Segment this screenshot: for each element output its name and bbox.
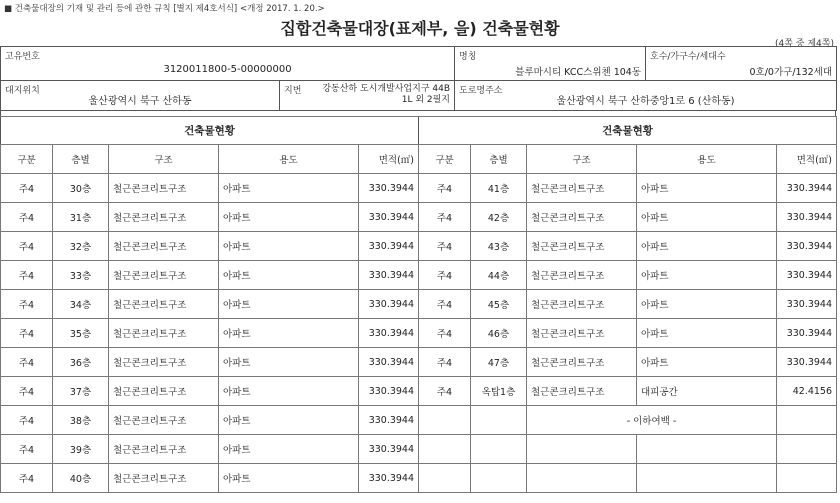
page-indicator: (4쪽 중 제4쪽) — [775, 39, 834, 49]
row-area: 330.3944 — [359, 290, 419, 319]
unique-number-label: 고유번호 — [5, 52, 40, 62]
col-structure-header: 구조 — [109, 145, 219, 174]
row-floor: 옥탑1층 — [471, 377, 527, 406]
empty-cell — [419, 435, 471, 464]
site-location-value: 울산광역시 북구 산하동 — [88, 96, 192, 107]
units-value: 0호/0가구/132세대 — [749, 67, 833, 78]
row-structure: 철근콘크리트구조 — [527, 232, 637, 261]
row-type: 주4 — [419, 348, 471, 377]
document-title: 집합건축물대장(표제부, 을) 건축물현황 — [280, 19, 560, 38]
building-name-label: 명칭 — [459, 52, 477, 62]
col-structure-header: 구조 — [527, 145, 637, 174]
row-area: 330.3944 — [777, 203, 837, 232]
row-use: 아파트 — [219, 174, 359, 203]
row-use: 아파트 — [637, 290, 777, 319]
table-row — [1, 377, 419, 406]
row-type: 주4 — [419, 290, 471, 319]
col-use-header: 용도 — [219, 145, 359, 174]
row-floor: 35층 — [53, 319, 109, 348]
row-floor: 42층 — [471, 203, 527, 232]
row-type: 주4 — [419, 377, 471, 406]
empty-row — [419, 406, 837, 435]
row-structure: 철근콘크리트구조 — [527, 261, 637, 290]
row-use: 대피공간 — [637, 377, 777, 406]
col-use-header: 용도 — [637, 145, 777, 174]
row-floor: 47층 — [471, 348, 527, 377]
row-type: 주4 — [1, 377, 53, 406]
road-address-cell — [455, 81, 837, 111]
lot-number-cell — [280, 81, 455, 111]
unique-number-value: 3120011800-5-00000000 — [163, 64, 292, 75]
row-structure: 철근콘크리트구조 — [109, 464, 219, 493]
row-area: 330.3944 — [359, 203, 419, 232]
row-type: 주4 — [1, 203, 53, 232]
col-floor-header: 층별 — [53, 145, 109, 174]
empty-cell — [777, 435, 837, 464]
row-type: 주4 — [1, 464, 53, 493]
row-type: 주4 — [419, 232, 471, 261]
lot-number-value — [322, 84, 450, 106]
row-type: 주4 — [1, 406, 53, 435]
table-row — [1, 348, 419, 377]
row-area: 330.3944 — [777, 319, 837, 348]
row-floor: 45층 — [471, 290, 527, 319]
row-area: 330.3944 — [359, 377, 419, 406]
row-structure: 철근콘크리트구조 — [527, 203, 637, 232]
table-row — [419, 290, 837, 319]
table-row — [419, 203, 837, 232]
row-floor: 39층 — [53, 435, 109, 464]
empty-cell — [419, 464, 471, 493]
row-area: 330.3944 — [359, 261, 419, 290]
row-area: 330.3944 — [359, 319, 419, 348]
table-row — [419, 232, 837, 261]
row-use: 아파트 — [637, 174, 777, 203]
row-structure: 철근콘크리트구조 — [527, 290, 637, 319]
row-floor: 44층 — [471, 261, 527, 290]
row-type: 주4 — [1, 435, 53, 464]
table-row — [1, 319, 419, 348]
row-area: 330.3944 — [359, 406, 419, 435]
building-status-table-left — [0, 116, 419, 493]
row-type: 주4 — [1, 261, 53, 290]
table-row — [419, 348, 837, 377]
row-area: 330.3944 — [359, 174, 419, 203]
row-area: 330.3944 — [777, 261, 837, 290]
col-type-header: 구분 — [419, 145, 471, 174]
table-row — [1, 464, 419, 493]
table-row — [1, 435, 419, 464]
empty-cell — [471, 464, 527, 493]
site-location-cell — [1, 81, 280, 111]
row-type: 주4 — [1, 348, 53, 377]
row-use: 아파트 — [219, 290, 359, 319]
col-type-header: 구분 — [1, 145, 53, 174]
row-structure: 철근콘크리트구조 — [109, 261, 219, 290]
row-type: 주4 — [419, 174, 471, 203]
row-floor: 41층 — [471, 174, 527, 203]
lot-number-line2: 1L 외 2필지 — [401, 95, 451, 105]
row-type: 주4 — [419, 319, 471, 348]
row-use: 아파트 — [219, 319, 359, 348]
col-area-header: 면적(㎡) — [359, 145, 419, 174]
row-type: 주4 — [1, 174, 53, 203]
empty-cell — [419, 406, 471, 435]
row-type: 주4 — [1, 319, 53, 348]
row-use: 아파트 — [219, 377, 359, 406]
lot-number-line1: 강동산하 도시개발사업지구 44B — [322, 84, 451, 94]
row-structure: 철근콘크리트구조 — [527, 174, 637, 203]
row-area: 330.3944 — [359, 464, 419, 493]
row-floor: 36층 — [53, 348, 109, 377]
row-area: 330.3944 — [359, 348, 419, 377]
col-floor-header: 층별 — [471, 145, 527, 174]
row-use: 아파트 — [637, 203, 777, 232]
row-area: 330.3944 — [777, 174, 837, 203]
blank-remainder-note: - 이하여백 - — [527, 406, 777, 435]
empty-cell — [777, 464, 837, 493]
header-info-table — [0, 46, 837, 111]
row-type: 주4 — [1, 232, 53, 261]
row-use: 아파트 — [219, 348, 359, 377]
row-use: 아파트 — [219, 203, 359, 232]
section-title-left: 건축물현황 — [1, 117, 419, 145]
row-use: 아파트 — [637, 348, 777, 377]
row-structure: 철근콘크리트구조 — [109, 348, 219, 377]
row-area: 330.3944 — [777, 232, 837, 261]
table-row — [419, 174, 837, 203]
law-reference-note: ■ 건축물대장의 기재 및 관리 등에 관한 규칙 [별지 제4호서식] <개정 2017. 1. 20.> — [4, 4, 325, 14]
units-label: 호수/가구수/세대수 — [650, 52, 726, 62]
empty-cell — [471, 406, 527, 435]
row-structure: 철근콘크리트구조 — [109, 319, 219, 348]
building-name-cell — [455, 47, 646, 81]
row-type: 주4 — [419, 261, 471, 290]
empty-cell — [471, 435, 527, 464]
table-row — [1, 174, 419, 203]
row-structure: 철근콘크리트구조 — [527, 377, 637, 406]
table-row — [1, 203, 419, 232]
row-structure: 철근콘크리트구조 — [109, 377, 219, 406]
row-structure: 철근콘크리트구조 — [109, 232, 219, 261]
row-structure: 철근콘크리트구조 — [527, 319, 637, 348]
row-structure: 철근콘크리트구조 — [109, 435, 219, 464]
row-floor: 40층 — [53, 464, 109, 493]
col-area-header: 면적(㎡) — [777, 145, 837, 174]
empty-cell — [527, 464, 637, 493]
row-type: 주4 — [419, 203, 471, 232]
units-cell — [646, 47, 837, 81]
row-use: 아파트 — [219, 464, 359, 493]
table-row — [419, 319, 837, 348]
row-area: 330.3944 — [359, 232, 419, 261]
building-status-table-right — [418, 116, 837, 493]
row-floor: 34층 — [53, 290, 109, 319]
road-address-label: 도로명주소 — [459, 86, 503, 96]
row-floor: 37층 — [53, 377, 109, 406]
column-header-row — [419, 145, 837, 174]
table-row — [419, 377, 837, 406]
empty-cell — [777, 406, 837, 435]
column-header-row — [1, 145, 419, 174]
row-floor: 32층 — [53, 232, 109, 261]
row-use: 아파트 — [637, 232, 777, 261]
row-use: 아파트 — [219, 435, 359, 464]
row-use: 아파트 — [637, 261, 777, 290]
empty-row — [419, 435, 837, 464]
site-location-label: 대지위치 — [5, 86, 40, 96]
row-floor: 38층 — [53, 406, 109, 435]
row-type: 주4 — [1, 290, 53, 319]
row-use: 아파트 — [637, 319, 777, 348]
row-area: 42.4156 — [777, 377, 837, 406]
row-floor: 31층 — [53, 203, 109, 232]
row-structure: 철근콘크리트구조 — [109, 406, 219, 435]
table-row — [1, 232, 419, 261]
empty-row — [419, 464, 837, 493]
unique-number-cell — [1, 47, 455, 81]
row-area: 330.3944 — [359, 435, 419, 464]
building-name-value: 블루마시티 KCC스위첸 104동 — [515, 67, 642, 78]
row-area: 330.3944 — [777, 348, 837, 377]
row-area: 330.3944 — [777, 290, 837, 319]
row-floor: 30층 — [53, 174, 109, 203]
row-structure: 철근콘크리트구조 — [109, 174, 219, 203]
row-structure: 철근콘크리트구조 — [527, 348, 637, 377]
table-row — [1, 261, 419, 290]
lot-number-label: 지번 — [284, 86, 302, 96]
road-address-value: 울산광역시 북구 산하중앙1로 6 (산하동) — [556, 96, 735, 107]
table-row — [1, 290, 419, 319]
table-row — [419, 261, 837, 290]
row-floor: 33층 — [53, 261, 109, 290]
empty-cell — [637, 464, 777, 493]
empty-cell — [527, 435, 637, 464]
row-structure: 철근콘크리트구조 — [109, 203, 219, 232]
row-structure: 철근콘크리트구조 — [109, 290, 219, 319]
row-use: 아파트 — [219, 232, 359, 261]
empty-cell — [637, 435, 777, 464]
section-title-right: 건축물현황 — [419, 117, 837, 145]
row-floor: 46층 — [471, 319, 527, 348]
table-row — [1, 406, 419, 435]
row-use: 아파트 — [219, 261, 359, 290]
row-use: 아파트 — [219, 406, 359, 435]
row-floor: 43층 — [471, 232, 527, 261]
